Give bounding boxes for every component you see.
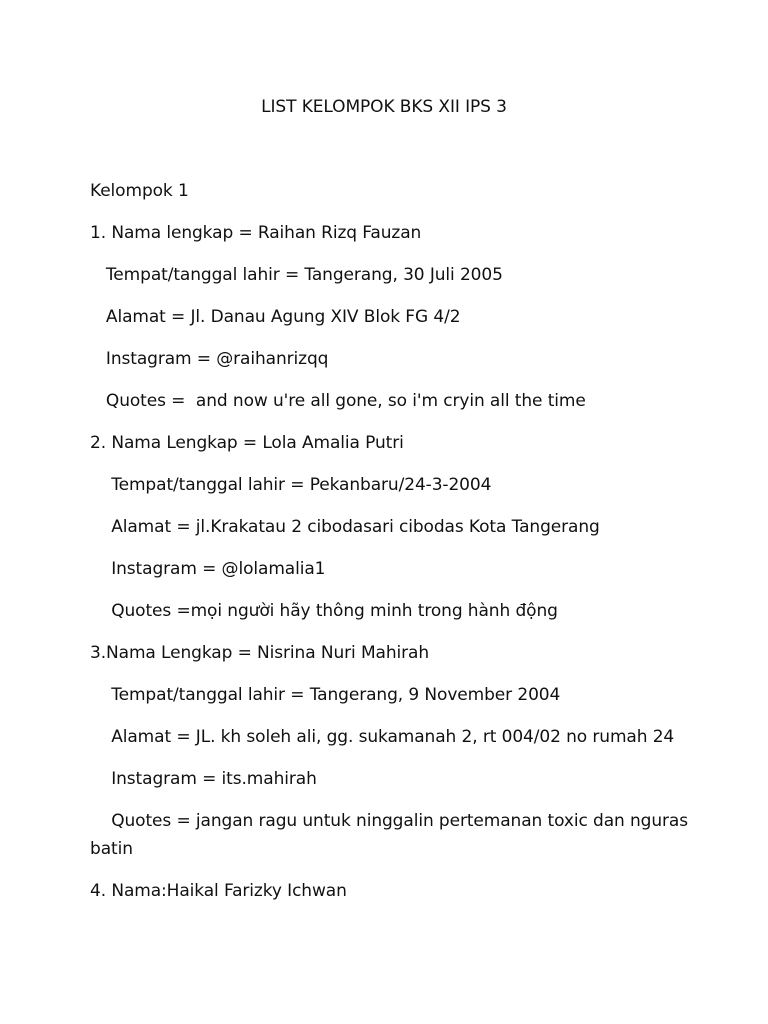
member-3-quotes-continued: batin [90,839,133,859]
member-4-nama: 4. Nama:Haikal Farizky Ichwan [90,881,347,901]
member-1-nama: 1. Nama lengkap = Raihan Rizq Fauzan [90,223,422,243]
member-1-ttl: Tempat/tanggal lahir = Tangerang, 30 Juli 2005 [90,265,503,285]
member-2-quotes: Quotes =mọi người hãy thông minh trong hành động [90,601,558,621]
member-3-ttl: Tempat/tanggal lahir = Tangerang, 9 November 2004 [90,685,561,705]
member-3-alamat: Alamat = JL. kh soleh ali, gg. sukamanah 2, rt 004/02 no rumah 24 [90,727,675,747]
member-3-quotes: Quotes = jangan ragu untuk ninggalin pertemanan toxic dan nguras [90,811,688,831]
member-2-alamat: Alamat = jl.Krakatau 2 cibodasari cibodas Kota Tangerang [90,517,600,537]
document-title: LIST KELOMPOK BKS XII IPS 3 [261,97,507,117]
group-heading: Kelompok 1 [90,181,189,201]
member-1-quotes: Quotes = and now u're all gone, so i'm cryin all the time [90,391,586,411]
member-1-instagram: Instagram = @raihanrizqq [90,349,329,369]
member-2-nama: 2. Nama Lengkap = Lola Amalia Putri [90,433,404,453]
member-3-nama: 3.Nama Lengkap = Nisrina Nuri Mahirah [90,643,430,663]
member-2-ttl: Tempat/tanggal lahir = Pekanbaru/24-3-2004 [90,475,492,495]
member-1-alamat: Alamat = Jl. Danau Agung XIV Blok FG 4/2 [90,307,461,327]
member-3-instagram: Instagram = its.mahirah [90,769,317,789]
member-2-instagram: Instagram = @lolamalia1 [90,559,326,579]
